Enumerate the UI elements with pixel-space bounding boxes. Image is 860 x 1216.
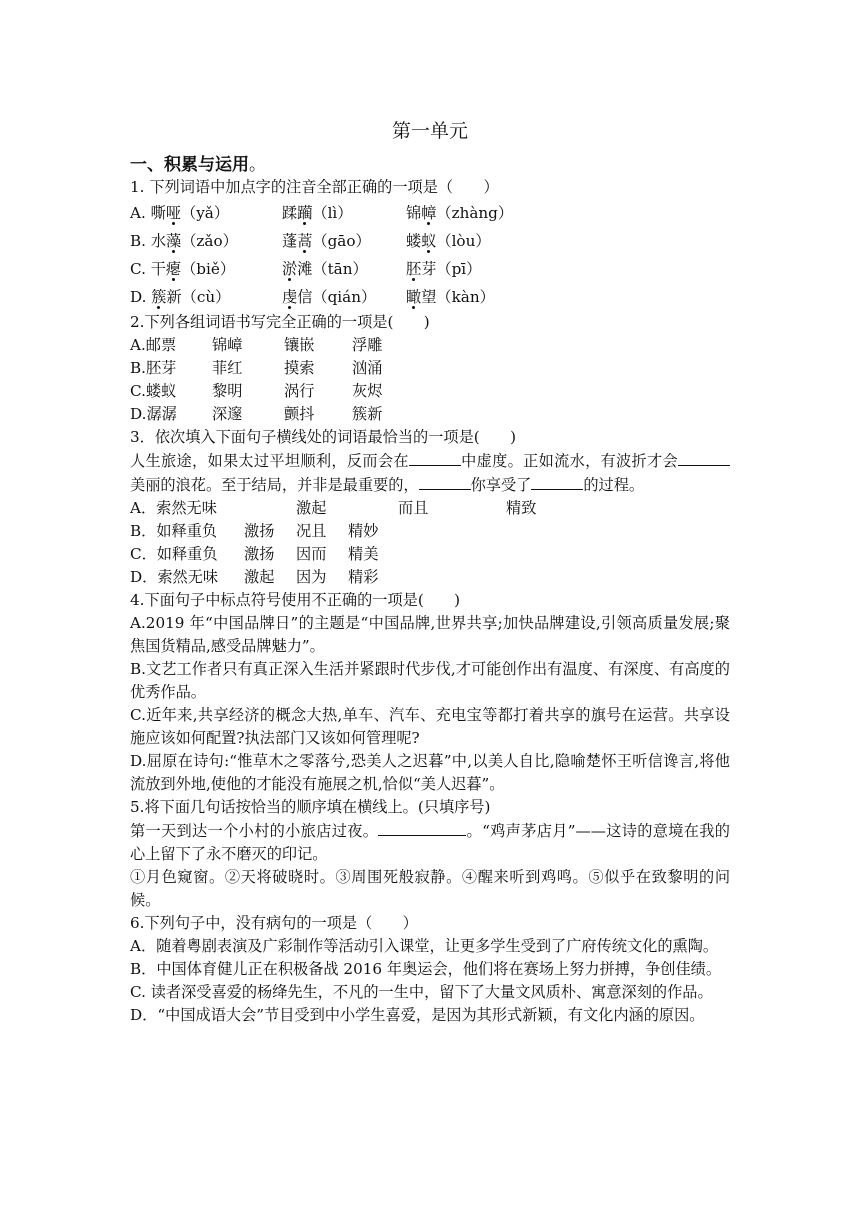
- q3-option: 因而: [296, 545, 327, 563]
- question-3: [130, 426, 730, 589]
- questions: [130, 176, 730, 1027]
- q3-option: 激起: [244, 568, 275, 586]
- q2-word: 摸索: [284, 359, 315, 377]
- question-4: [130, 589, 730, 796]
- q3-option: A．索然无味: [130, 499, 217, 517]
- q3-text: 人生旅途，如果太过平坦顺利，反而会在: [130, 452, 409, 470]
- q3-option: 激起: [296, 499, 327, 517]
- q3-text: 美丽的浪花。至于结局，并非是最重要的，: [130, 476, 419, 494]
- q3-option: C．如释重负: [130, 545, 218, 563]
- q2-word: B.胚芽: [130, 359, 177, 377]
- q2-word: 锦嶂: [212, 336, 243, 354]
- q4-option-c: C.近年来,共享经济的概念大热,单车、汽车、充电宝等都打着共享的旗号在运营。共享设施应该如何配置?执法部门又该如何管理呢?: [130, 706, 730, 747]
- q4-option-a: A.2019 年“中国品牌日”的主题是“中国品牌,世界共享;加快品牌建设,引领高质量发展;聚焦国货精品,感受品牌魅力”。: [130, 614, 730, 655]
- q3-option: 精妙: [348, 522, 379, 540]
- q2-option-row: [130, 357, 730, 380]
- q2-word: C.蝼蚁: [130, 382, 177, 400]
- q2-word: 深邃: [212, 405, 243, 423]
- q2-word: 浮雕: [352, 336, 383, 354]
- q1-d-2: 虔信（qián）: [282, 287, 377, 306]
- q6-option-a: A．随着粤剧表演及广彩制作等活动引入课堂，让更多学生受到了广府传统文化的熏陶。: [130, 937, 719, 955]
- q1-b-1: B. 水藻（zǎo）: [130, 231, 238, 250]
- q1-a-1: A. 嘶哑（yǎ）: [130, 203, 230, 222]
- question-5-passage: [130, 819, 730, 866]
- q6-option-c: C. 读者深受喜爱的杨绛先生，不凡的一生中，留下了大量文风质朴、寓意深刻的作品。: [130, 983, 713, 1001]
- q1-option-row: [130, 283, 730, 311]
- q3-option: 激扬: [244, 522, 275, 540]
- q1-option-row: [130, 227, 730, 255]
- q1-b-3: 蝼蚁（lòu）: [406, 231, 491, 250]
- section-number: 一、: [130, 155, 164, 175]
- q6-option-b: B．中国体育健儿正在积极备战 2016 年奥运会，他们将在赛场上努力拼搏，争创佳绩。: [130, 960, 722, 978]
- question-4-stem: 4.下面句子中标点符号使用不正确的一项是( ): [130, 591, 461, 609]
- q3-option: 况且: [296, 522, 327, 540]
- question-5-stem: 5.将下面几句话按恰当的顺序填在横线上。(只填序号): [130, 798, 491, 816]
- q2-word: 簇新: [352, 405, 383, 423]
- q4-option-d: D.屈原在诗句:“惟草木之零落兮,恐美人之迟暮”中,以美人自比,隐喻楚怀王听信谗言,将他流放到外地,使他的才能没有施展之机,恰似“美人迟暮”。: [130, 752, 730, 793]
- q3-option: B．如释重负: [130, 522, 218, 540]
- q2-word: A.邮票: [130, 336, 177, 354]
- q1-d-3: 瞰望（kàn）: [406, 287, 495, 306]
- question-2-stem: 2.下列各组词语书写完全正确的一项是( ): [130, 313, 430, 331]
- q1-d-1: D. 簇新（cù）: [130, 287, 231, 306]
- q3-option: D．索然无味: [130, 568, 219, 586]
- question-6: [130, 912, 730, 1027]
- q3-text: 的过程。: [583, 476, 645, 494]
- q3-option-row: [130, 566, 730, 589]
- q3-text: 你享受了: [470, 476, 532, 494]
- page-title: 第一单元: [391, 120, 468, 142]
- q2-word: 涡行: [284, 382, 315, 400]
- q1-a-2: 蹂躏（lì）: [282, 203, 353, 222]
- q1-c-2: 淤滩（tān）: [282, 259, 368, 278]
- q3-option-row: [130, 543, 730, 566]
- q2-option-row: [130, 334, 730, 357]
- q2-word: 灰烬: [352, 382, 383, 400]
- q1-option-row: [130, 255, 730, 283]
- q1-c-1: C. 干瘪（biě）: [130, 259, 236, 278]
- q6-option-d: D．“中国成语大会”节目受到中小学生喜爱，是因为其形式新颖，有文化内涵的原因。: [130, 1006, 705, 1024]
- q3-option-row: [130, 520, 730, 543]
- q3-option: 而且: [398, 499, 429, 517]
- question-3-stem: 3．依次填入下面句子横线处的词语最恰当的一项是( ): [130, 428, 517, 446]
- question-6-stem: 6.下列句子中，没有病句的一项是（ ）: [130, 914, 418, 932]
- q1-a-3: 锦幛（zhàng）: [406, 203, 514, 222]
- q3-option: 精彩: [348, 568, 379, 586]
- q4-option-b: B.文艺工作者只有真正深入生活并紧跟时代步伐,才可能创作出有温度、有深度、有高度的优秀作品。: [130, 660, 730, 701]
- section-tail: 。: [249, 155, 266, 175]
- q3-option-row: [130, 497, 730, 520]
- section-text: 积累与运用: [164, 155, 249, 175]
- question-3-passage: [130, 449, 730, 497]
- question-5-items: ①月色窥窗。②天将破晓时。③周围死般寂静。④醒来听到鸡鸣。⑤似乎在致黎明的问候。: [130, 868, 730, 909]
- q2-word: D.潺潺: [130, 405, 177, 423]
- q2-option-row: [130, 380, 730, 403]
- q5-text: 第一天到达一个小村的小旅店过夜。: [130, 822, 379, 840]
- q1-option-row: [130, 199, 730, 227]
- answer-blank[interactable]: [531, 473, 583, 490]
- q3-option: 精致: [506, 499, 537, 517]
- q3-option: 精美: [348, 545, 379, 563]
- q2-word: 镶嵌: [284, 336, 315, 354]
- question-1: [130, 176, 730, 311]
- answer-blank[interactable]: [378, 819, 466, 836]
- question-5: [130, 796, 730, 912]
- answer-blank[interactable]: [419, 473, 471, 490]
- q2-word: 汹涌: [352, 359, 383, 377]
- q2-word: 黎明: [212, 382, 243, 400]
- q3-option: 激扬: [244, 545, 275, 563]
- answer-blank[interactable]: [678, 449, 730, 466]
- q2-word: 颤抖: [284, 405, 315, 423]
- q1-c-3: 胚芽（pī）: [406, 259, 482, 278]
- q5-text: 。“鸡声茅店月”——这诗的意境在我的心上留下了永不磨灭的印记。: [130, 822, 730, 863]
- q3-text: 中虚度。正如流水，有波折才会: [460, 452, 679, 470]
- q2-word: 菲红: [212, 359, 243, 377]
- section-heading: [130, 150, 266, 175]
- q3-option: 因为: [296, 568, 327, 586]
- q1-b-2: 蓬蒿（gāo）: [282, 231, 371, 250]
- question-1-stem: 1. 下列词语中加点字的注音全部正确的一项是（ ）: [130, 178, 499, 196]
- answer-blank[interactable]: [409, 449, 461, 466]
- q2-option-row: [130, 403, 730, 426]
- question-2: [130, 311, 730, 426]
